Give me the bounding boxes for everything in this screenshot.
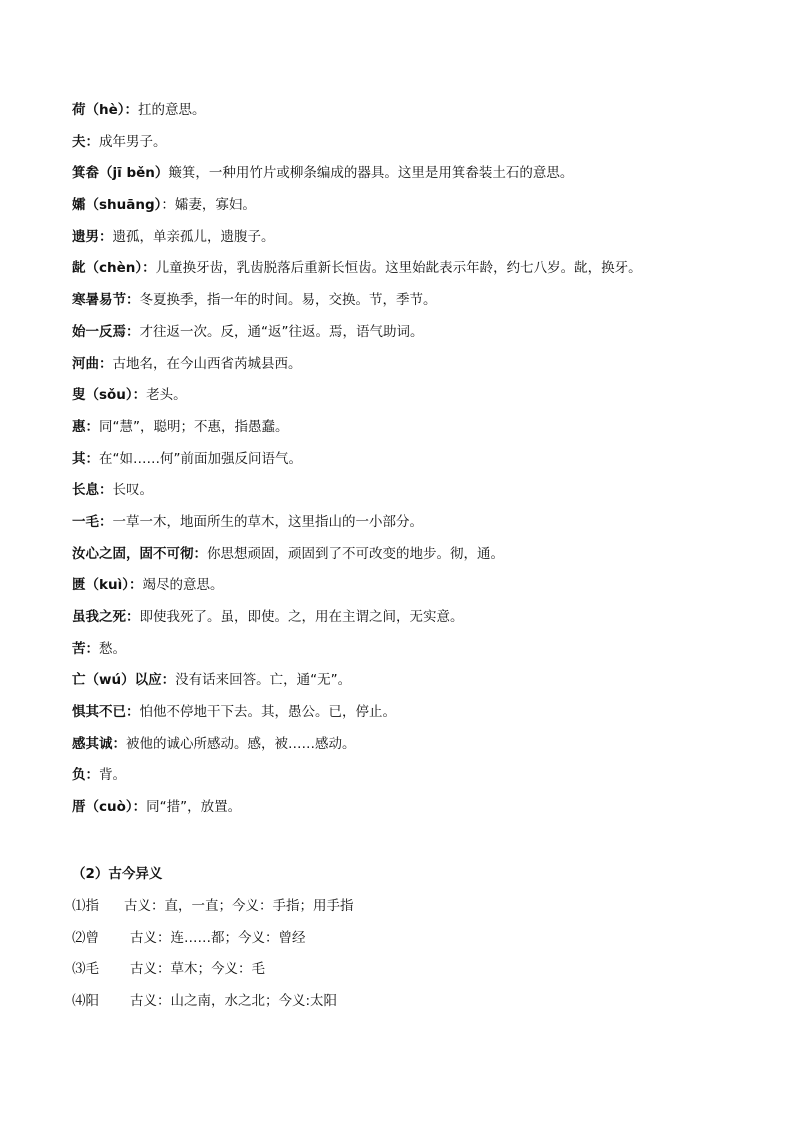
glossary-entry bbox=[72, 478, 732, 510]
glossary-definition: 成年男子。 bbox=[99, 133, 167, 150]
glossary-definition: 同“措”，放置。 bbox=[146, 799, 242, 816]
glossary-entry bbox=[72, 637, 732, 669]
glossary-entry bbox=[72, 415, 732, 447]
glossary-entry bbox=[72, 763, 732, 795]
glossary-term: 河曲： bbox=[72, 355, 113, 372]
glossary-definition: 古地名，在今山西省芮城县西。 bbox=[112, 355, 302, 372]
glossary-term: 寒暑易节： bbox=[72, 292, 140, 309]
glossary-definition: 扛的意思。 bbox=[138, 102, 206, 118]
ancient-modern-meanings-list bbox=[72, 894, 354, 1020]
meaning-item bbox=[72, 957, 354, 989]
glossary-entry bbox=[72, 795, 732, 827]
glossary-entry bbox=[72, 288, 732, 320]
glossary-entry bbox=[72, 130, 732, 162]
glossary-definition: ：孀妻，寡妇。 bbox=[161, 197, 256, 214]
glossary-term: 长息： bbox=[72, 482, 113, 499]
glossary-definition: 竭尽的意思。 bbox=[142, 577, 224, 594]
meaning-item bbox=[72, 926, 354, 958]
glossary-entry bbox=[72, 510, 732, 542]
glossary-entry bbox=[72, 320, 732, 352]
meaning-text: 古义：山之南，水之北；今义:太阳 bbox=[130, 992, 338, 1009]
glossary-term: 其： bbox=[72, 450, 99, 467]
glossary-term: 箕畚（jī běn） bbox=[72, 165, 169, 182]
glossary-term: 龀（chèn）： bbox=[72, 260, 156, 277]
glossary-entry bbox=[72, 668, 732, 700]
glossary-term: 负： bbox=[72, 767, 99, 784]
glossary-definition: 背。 bbox=[99, 767, 126, 784]
meaning-label: ⑵曾 bbox=[72, 929, 99, 946]
glossary-term: 虽我之死： bbox=[72, 609, 140, 625]
glossary-term: 惠： bbox=[72, 418, 99, 435]
glossary-term: 夫： bbox=[72, 133, 99, 150]
glossary-entry bbox=[72, 732, 732, 764]
glossary-entry bbox=[72, 542, 732, 574]
glossary-definition: 才往返一次。反，通“返”往返。焉，语气助词。 bbox=[139, 323, 424, 340]
glossary-entry bbox=[72, 225, 732, 257]
glossary-term: 孀（shuāng） bbox=[72, 197, 162, 214]
glossary-entry bbox=[72, 256, 732, 288]
meaning-item bbox=[72, 894, 354, 926]
section-heading: （2）古今异义 bbox=[72, 866, 163, 882]
glossary-definition: 一草一木，地面所生的草木，这里指山的一小部分。 bbox=[112, 513, 423, 530]
glossary-entry bbox=[72, 352, 732, 384]
glossary-term: 匮（kuì）： bbox=[72, 577, 143, 594]
meaning-label: ⑴指 bbox=[72, 898, 99, 914]
glossary-definition: 怕他不停地干下去。其，愚公。已，停止。 bbox=[139, 704, 396, 721]
glossary-entry bbox=[72, 383, 732, 415]
meaning-item bbox=[72, 989, 354, 1021]
glossary-entry bbox=[72, 605, 732, 637]
glossary-definition: 同“慧”，聪明；不惠，指愚蠢。 bbox=[99, 418, 289, 435]
glossary-term: 亡（wú）以应： bbox=[72, 672, 176, 689]
glossary-definition: 儿童换牙齿，乳齿脱落后重新长恒齿。这里始龀表示年龄，约七八岁。龀，换牙。 bbox=[155, 260, 642, 277]
glossary-entry bbox=[72, 193, 732, 225]
glossary-entry bbox=[72, 573, 732, 605]
glossary-term: 惧其不已： bbox=[72, 704, 140, 721]
meaning-text: 古义：直，一直；今义：手指；用手指 bbox=[124, 898, 354, 914]
glossary-definition: 即使我死了。虽，即使。之，用在主谓之间，无实意。 bbox=[139, 609, 464, 625]
glossary-list bbox=[72, 98, 732, 827]
glossary-term: 苦： bbox=[72, 640, 99, 657]
glossary-term: 遗男： bbox=[72, 228, 113, 245]
meaning-label: ⑷阳 bbox=[72, 992, 99, 1009]
glossary-definition: 在“如……何”前面加强反问语气。 bbox=[99, 450, 302, 467]
glossary-term: 汝心之固，固不可彻： bbox=[72, 545, 207, 562]
glossary-entry bbox=[72, 161, 732, 193]
meaning-text: 古义：草木；今义：毛 bbox=[130, 961, 265, 977]
glossary-definition: 被他的诚心所感动。感，被……感动。 bbox=[126, 735, 356, 752]
glossary-term: 感其诚： bbox=[72, 735, 126, 752]
glossary-entry bbox=[72, 98, 732, 130]
glossary-definition: 长叹。 bbox=[112, 482, 153, 499]
glossary-definition: 没有话来回答。亡，通“无”。 bbox=[175, 672, 352, 689]
glossary-term: 叟（sǒu）： bbox=[72, 387, 147, 404]
glossary-definition: 你思想顽固，顽固到了不可改变的地步。彻，通。 bbox=[207, 545, 504, 562]
glossary-definition: 愁。 bbox=[99, 640, 126, 657]
glossary-definition: 簸箕，一种用竹片或柳条编成的器具。这里是用箕畚装土石的意思。 bbox=[168, 165, 574, 182]
glossary-definition: 冬夏换季，指一年的时间。易，交换。节，季节。 bbox=[139, 292, 437, 309]
glossary-term: 厝（cuò）： bbox=[72, 799, 147, 816]
meaning-label: ⑶毛 bbox=[72, 961, 99, 977]
meaning-text: 古义：连……都；今义：曾经 bbox=[130, 929, 306, 946]
glossary-term: 始一反焉： bbox=[72, 323, 140, 340]
glossary-definition: 遗孤，单亲孤儿，遗腹子。 bbox=[112, 228, 275, 245]
glossary-term: 一毛： bbox=[72, 513, 113, 530]
glossary-definition: 老头。 bbox=[146, 387, 187, 404]
glossary-entry bbox=[72, 700, 732, 732]
glossary-term: 荷（hè）： bbox=[72, 102, 139, 118]
glossary-entry bbox=[72, 447, 732, 479]
